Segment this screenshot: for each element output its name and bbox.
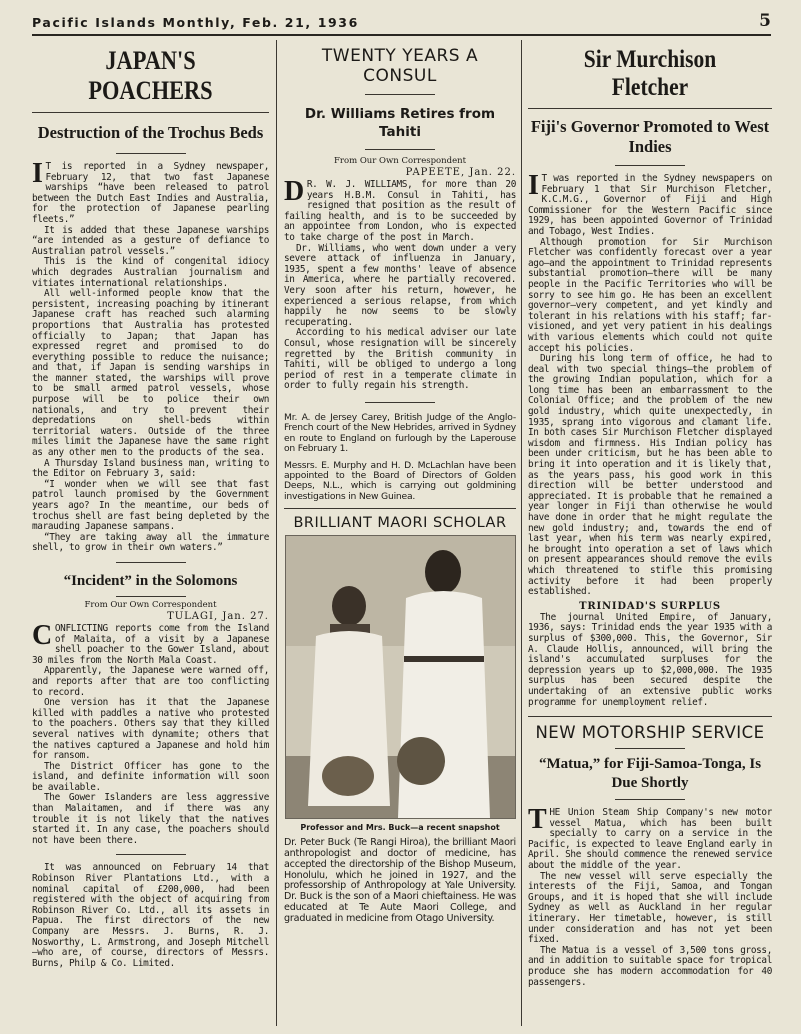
headline-japans-poachers: JAPAN'S POACHERS [88, 46, 213, 105]
paragraph: All well-informed people know that the persistent, increasing poaching by itinerant Japanese craft has reached such alarming proportions that Australia has protested officially to Japan; that Japan has expressed regret and promised to do everything possible to reduce the nuisance; and that, if Japan is sending warships in the manner stated, the warships will prove to be small armed patrol vessels, whose purpose will be to police their own nationals, and try to prevent their depredations on shell-beds within territorial waters. Outside of the three miles limit the Japanese have the same right as any other men to the products of the sea. [32, 288, 269, 459]
article-body-williams [284, 176, 516, 392]
byline: From Our Own Correspondent [333, 156, 466, 166]
headline-brilliant-maori-scholar: BRILLIANT MAORI SCHOLAR [293, 515, 507, 532]
paragraph: One version has it that the Japanese killed with paddles a native who protested to the poachers. Others say that they killed several natives with dynamite; others that the natives captured a Japanese and hold him for ransom. [32, 697, 269, 762]
drop-cap: I [32, 158, 43, 189]
divider [615, 799, 685, 800]
paragraph: This is the kind of congenital idiocy which degrades Australian journalism and vitiates international relationships. [32, 256, 269, 289]
paragraph: It was announced on February 14 that Robinson River Plantations Ltd., with a nominal capital of £200,000, had been registered with the object of acquiring from Robinson River Co. Ltd., all its assets in Papua. The first directors of the new Company are Messrs. J. Burns, R. J. Nosworthy, L. Armstrong, and Joseph Mitchell—who are, of course, directors of Messrs. Burns, Philp & Co. Limited. [32, 862, 269, 969]
divider [32, 112, 269, 113]
column-3 [528, 40, 772, 988]
subhead-williams-retires: Dr. Williams Retires from Tahiti [304, 106, 496, 140]
paragraph: Apparently, the Japanese were warned off, and reports after that are too conflicting to record. [32, 665, 269, 698]
paragraph: The Matua is a vessel of 3,500 tons gross, and in addition to suitable space for tropical produce she has modern accommodation for 40 passengers. [528, 944, 772, 988]
divider [116, 562, 186, 563]
paragraph: During his long term of office, he had to deal with two special things—the problem of the growing Indian population, which for a long time has been an embarrassment to the Colonial Office; and the problem of the new gold industry, which quite unexpectedly, in 1935, sprang into vigorous and clamant life. In both cases Sir Murchison Fletcher displayed wisdom and firmness. His Indian policy has been under criticism, but he has been able to bring it into operation and it is likely that, as the years pass, his good work in this direction will be better understood and appreciated. It is probable that he remained a year longer in Fiji than otherwise he would have done in order that he might regulate the new gold industry; and, towards the end of last year, when his term was nearly expired, he brought into operation a set of laws which on present appearances should remove the evils which threatened to stifle this promising activity before it had been properly established. [528, 353, 772, 598]
page-number: 5 [759, 11, 771, 31]
column-rule-2 [521, 40, 522, 1026]
paragraph: D R. W. J. WILLIAMS, for more than 20 years H.B.M. Consul in Tahiti, has resigned that position as the result of failing health, and is to be succeeded by an appointee from London, who is expected to take charge of the post in March. [284, 176, 516, 243]
running-head-title: Pacific Islands Monthly, Feb. 21, 1936 [32, 15, 359, 30]
paragraph: It is added that these Japanese warships “are intended as a gesture of defiance to Australian patrol vessels.” [32, 224, 269, 257]
divider [365, 402, 435, 403]
photo-illustration [286, 536, 515, 818]
paragraph: I T was reported in the Sydney newspapers on February 1 that Sir Murchison Fletcher, K.C.M.G., Governor of Fiji and High Commissioner for the Western Pacific since 1929, has been appointed Governor of Trinidad and Tobago, West Indies. [528, 170, 772, 237]
drop-cap: C [32, 619, 52, 651]
section-heading-trinidad-surplus: TRINIDAD'S SURPLUS [579, 600, 721, 612]
divider [116, 153, 186, 154]
article-body-buck: Dr. Peter Buck (Te Rangi Hiroa), the brilliant Maori anthropologist and doctor of medicine, has accepted the directorship of the Bishop Museum, Honolulu, which he joined in 1927, and the professorship of Anthropology at Yale University. Dr. Buck is the son of a Maori chieftainess. He was educated at Te Aute Maori College, and graduated in medicine from Otago University. [284, 837, 516, 924]
paragraph: “They are taking away all the immature shell, to grow in their own waters.” [32, 531, 269, 554]
paragraph: I T is reported in a Sydney newspaper, February 12, that two fast Japanese warships “have been released to patrol between the Dutch East Indies and Australia, for the protection of Japanese pearling fleets.” [32, 158, 269, 225]
byline: From Our Own Correspondent [84, 599, 217, 610]
divider [116, 854, 186, 855]
paragraph: THE Union Steam Ship Company's new motor vessel Matua, which has been built specially to carry on a service in the Pacific, is expected to leave England early in April. She should commence the renewed service about the middle of the year. [528, 804, 772, 872]
paragraph: Dr. Williams, who went down under a very severe attack of influenza in January, 1935, spent a few months' leave of absence in America, where he partially recovered. Very soon after his return, however, he experienced a serious relapse, from which happily he now seems to be slowly recuperating. [284, 242, 516, 328]
column-2 [284, 40, 516, 931]
paragraph: “I wonder when we will see that fast patrol launch promised by the Government years ago? In the meantime, our beds of trochus shell are fast being depleted by the marauding Japanese sampans. [32, 478, 269, 533]
article-body-incident [32, 619, 269, 846]
paragraph: The District Officer has gone to the island, and definite information will soon be available. [32, 760, 269, 793]
column-rule-1 [276, 40, 277, 1026]
dateline: TULAGI, Jan. 27. [167, 610, 269, 622]
paragraph: Although promotion for Sir Murchison Fletcher was confidently forecast over a year ago—and the appointment to Trinidad represents substantial promotion—there will be many people in the Pacific Territories who will be sorry to see him go. He has been an excellent governor—very competent, and yet kindly and tolerant in his relations with his staff; far-visioned, and yet very patient in his dealings with various elements which could not quite accept his policies. [528, 236, 772, 354]
subhead-trochus-beds: Destruction of the Trochus Beds [37, 123, 264, 142]
divider [615, 748, 685, 749]
headline-sir-murchison-fletcher: Sir Murchison Fletcher [583, 46, 717, 101]
divider [284, 508, 516, 509]
drop-cap: T [528, 804, 547, 836]
article-body-japans-poachers [32, 158, 269, 554]
paragraph: The Gower Islanders are less aggressive than Malaitamen, and if there was any trouble it is not likely that the natives started it. In any case, the poachers should not have been there. [32, 792, 269, 846]
divider [116, 596, 186, 597]
drop-cap: D [284, 176, 304, 207]
drop-cap: I [528, 170, 539, 201]
paragraph: CONFLICTING reports come from the Island of Malaita, of a visit by a Japanese shell poacher to the Gower Island, about 30 miles from the North Mala Coast. [32, 619, 269, 666]
paragraph: According to his medical adviser our late Consul, whose resignation will be sincerely regretted by the British community in Tahiti, will be obliged to undergo a long period of rest in a temperate climate in order to fully regain his strength. [284, 327, 516, 392]
column-1 [32, 40, 269, 969]
paragraph: A Thursday Island business man, writing to the Editor on February 3, said: [32, 457, 269, 480]
photo-professor-mrs-buck [285, 535, 516, 819]
news-note-carey: Mr. A. de Jersey Carey, British Judge of the Anglo-French court of the New Hebrides, arrived in Sydney en route to England on furlough by the Laperouse on February 1. [284, 411, 516, 455]
article-body-fletcher [528, 170, 772, 598]
headline-new-motorship-service: NEW MOTORSHIP SERVICE [535, 723, 765, 743]
headline-incident-solomons: “Incident” in the Solomons [63, 572, 238, 589]
article-body-robinson-river [32, 863, 269, 969]
divider [365, 94, 435, 95]
paragraph: The new vessel will serve especially the interests of the Fiji, Samoa, and Tongan Groups, and it is hoped that she will include Sydney as well as Auckland in her regular itinerary. Her timetable, however, is still under consideration and has not yet been fixed. [528, 870, 772, 946]
divider [365, 149, 435, 150]
dateline: PAPEETE, Jan. 22. [405, 167, 516, 178]
divider [528, 108, 772, 109]
news-note-murphy: Messrs. E. Murphy and H. D. McLachlan have been appointed to the Board of Directors of Golden Deeps, N.L., which is carrying out goldmining investigations in New Guinea. [284, 459, 516, 502]
divider [615, 165, 685, 166]
subhead-fiji-governor: Fiji's Governor Promoted to West Indies [530, 117, 770, 156]
photo-caption: Professor and Mrs. Buck—a recent snapshot [300, 823, 500, 833]
divider [528, 716, 772, 717]
subhead-matua: “Matua,” for Fiji-Samoa-Tonga, Is Due Shortly [538, 756, 762, 792]
paragraph: The journal United Empire, of January, 1936, says: Trinidad ends the year 1935 with a surplus of $300,000. This, the Governor, Sir A. Claude Hollis, announced, will bring the island's accumulated surpluses for the depression years up to $2,000,000. The 1935 surplus has been secured despite the undertaking of an extensive public works programme for unemployment relief. [528, 611, 772, 708]
article-body-matua [528, 804, 772, 988]
running-head [32, 12, 771, 36]
headline-twenty-years-consul: TWENTY YEARS A CONSUL [321, 46, 479, 86]
